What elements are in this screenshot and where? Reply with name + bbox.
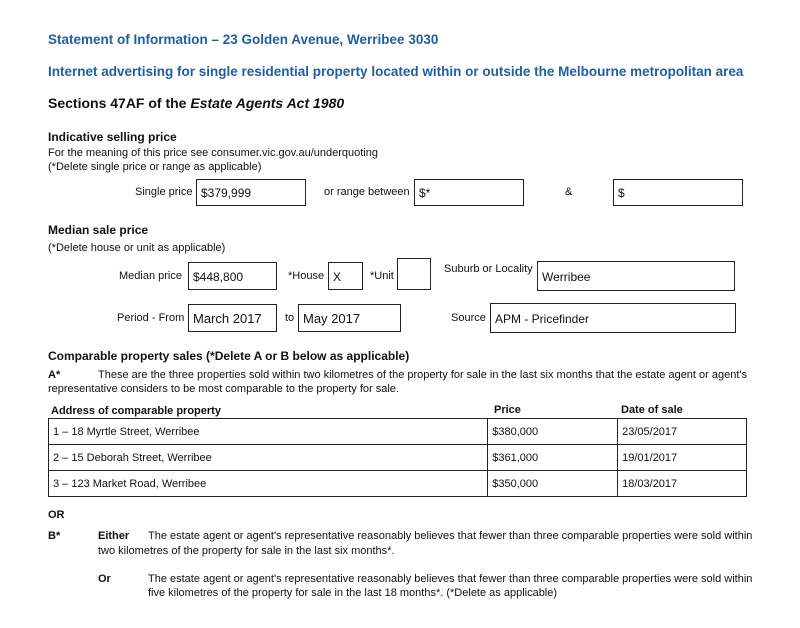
col-price-header: Price xyxy=(494,404,521,416)
comparable-sales-table xyxy=(48,418,747,497)
selling-price-note-2: (*Delete single price or range as applicable) xyxy=(48,161,262,173)
option-b-label: B* xyxy=(48,530,61,542)
or-divider-label: OR xyxy=(48,509,65,521)
period-from-label: Period - From xyxy=(117,312,185,324)
price-cell[interactable]: $361,000 xyxy=(488,445,618,471)
source-label: Source xyxy=(451,312,486,324)
address-cell[interactable]: 2 – 15 Deborah Street, Werribee xyxy=(49,445,488,471)
suburb-label: Suburb or Locality xyxy=(444,263,533,275)
suburb-field[interactable]: Werribee xyxy=(537,261,735,291)
price-cell[interactable]: $380,000 xyxy=(488,419,618,445)
col-date-header: Date of sale xyxy=(621,404,683,416)
document-subtitle: Internet advertising for single residential property located within or outside the Melbourne metropolitan area xyxy=(48,64,744,79)
or-option-label: Or xyxy=(98,573,111,585)
either-text-2: two kilometres of the property for sale in the last six months*. xyxy=(98,545,395,557)
date-cell[interactable]: 18/03/2017 xyxy=(618,471,747,497)
either-label: Either xyxy=(98,530,130,542)
period-to-field[interactable]: May 2017 xyxy=(298,304,401,332)
table-row xyxy=(49,445,747,471)
single-price-field[interactable]: $379,999 xyxy=(196,179,306,206)
table-row xyxy=(49,419,747,445)
legislation-heading xyxy=(48,95,344,111)
document-title: Statement of Information – 23 Golden Avenue, Werribee 3030 xyxy=(48,32,439,47)
address-cell[interactable]: 3 – 123 Market Road, Werribee xyxy=(49,471,488,497)
table-row xyxy=(49,471,747,497)
house-field[interactable]: X xyxy=(328,262,363,290)
selling-price-heading: Indicative selling price xyxy=(48,130,177,144)
option-a-label: A* xyxy=(48,369,61,381)
price-cell[interactable]: $350,000 xyxy=(488,471,618,497)
selling-price-note-1: For the meaning of this price see consumer.vic.gov.au/underquoting xyxy=(48,147,378,159)
range-to-field[interactable]: $ xyxy=(613,179,743,206)
period-to-label: to xyxy=(285,312,295,324)
range-label: or range between xyxy=(324,186,410,198)
either-text-1: The estate agent or agent's representative reasonably believes that fewer than three comparable properties were sold within xyxy=(148,530,753,542)
or-option-text-1: The estate agent or agent's representative reasonably believes that fewer than three comparable properties were sold within xyxy=(148,573,753,585)
act-name: Estate Agents Act 1980 xyxy=(190,95,345,111)
or-option-text-2: five kilometres of the property for sale in the last 18 months*. (*Delete as applicable) xyxy=(148,587,558,599)
comparable-heading: Comparable property sales (*Delete A or B below as applicable) xyxy=(48,349,410,363)
unit-label: *Unit xyxy=(370,270,394,282)
house-label: *House xyxy=(288,270,325,282)
option-a-text-1: These are the three properties sold within two kilometres of the property for sale in the last six months that the estate agent or agent's xyxy=(98,369,747,381)
col-address-header: Address of comparable property xyxy=(51,405,221,417)
unit-field[interactable] xyxy=(397,258,431,290)
median-price-label: Median price xyxy=(119,270,182,282)
single-price-label: Single price xyxy=(135,186,193,198)
median-note: (*Delete house or unit as applicable) xyxy=(48,242,226,254)
median-heading: Median sale price xyxy=(48,223,149,237)
period-from-field[interactable]: March 2017 xyxy=(188,304,277,332)
address-cell[interactable]: 1 – 18 Myrtle Street, Werribee xyxy=(49,419,488,445)
range-ampersand: & xyxy=(565,186,573,198)
date-cell[interactable]: 23/05/2017 xyxy=(618,419,747,445)
range-from-field[interactable]: $* xyxy=(414,179,524,206)
sections-prefix: Sections 47AF of the xyxy=(48,95,191,111)
median-price-field[interactable]: $448,800 xyxy=(188,262,277,290)
source-field[interactable]: APM - Pricefinder xyxy=(490,303,736,333)
date-cell[interactable]: 19/01/2017 xyxy=(618,445,747,471)
option-a-text-2: representative considers to be most comparable to the property for sale. xyxy=(48,383,399,395)
